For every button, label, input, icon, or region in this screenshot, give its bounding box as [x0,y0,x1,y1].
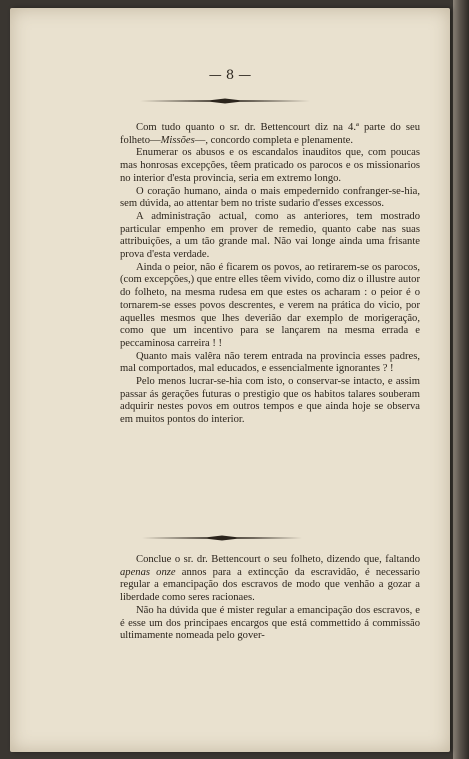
book-spine [453,0,469,759]
text-span: —, concordo completa e plenamente. [194,134,354,146]
paragraph: Quanto mais valêra não terem entrada na provincia esses padres, mal comportados, mal educados, e essencialmente ignorantes ? ! [120,350,420,375]
text-section-2 [120,554,420,643]
paragraph: Não ha dúvida que é mister regular a emancipação dos escravos, e é esse um dos principaes encargos que está commettido á commissão ultimamente nomeada pelo gover- [120,604,420,642]
text-span: Com tudo quanto o sr. dr. Bettencourt diz na 4.ª parte do seu folheto— [120,122,420,146]
page-number: — 8 — [208,68,252,83]
paragraph: O coração humano, ainda o mais empedernido confranger-se-hia, sem dúvida, ao attentar bem no triste sudario d'esses excessos. [120,185,420,210]
paragraph [120,122,420,147]
italic-text: apenas onze [120,566,176,578]
paragraph: A administração actual, como as anteriores, tem mostrado particular empenho em prover de remedio, quanto cabe nas suas attribuições, a um tão grande mal. Não vai longe ainda uma frisante prova d'esta verdade. [120,210,420,261]
middle-ornament-divider [142,535,302,541]
paragraph: Pelo menos lucrar-se-hia com isto, o conservar-se intacto, e assim passar ás gerações futuras o prestigio que os habitos talares souberam adquirir nestes povos em outros tempos e que ainda hoje se observa em muitos pontos do interior. [120,376,420,426]
text-section-1 [120,122,420,427]
text-span: annos para a extincção da escravidão, é necessario regular a emancipação dos escravos de modo que venhão a gozar a liberdade como seres racionaes. [120,566,420,604]
paragraph [120,554,420,605]
text-span: Conclue o sr. dr. Bettencourt o seu folheto, dizendo que, faltando [136,554,420,565]
document-page [10,8,450,752]
paragraph: Ainda o peior, não é ficarem os povos, ao retirarem-se os parocos, (com excepções,) que entre elles têem vivido, como diz o illustre autor do folheto, na mesma rudesa em que estes os acharam : o peior é o tornarem-se esses povos descrentes, e verem na prática do vicio, por aquelles mesmos que lhes deverião dar exemplo de morigeração, como que um incentivo para se lançarem na mesma errada e peccaminosa carreira ! ! [120,261,420,349]
italic-text: Missões [160,134,195,146]
paragraph: Enumerar os abusos e os escandalos inauditos que, com poucas mas honrosas excepções, têem praticado os parocos e os missionarios no interior d'esta provincia, seria em extremo longo. [120,147,420,184]
top-ornament-divider [140,98,310,104]
